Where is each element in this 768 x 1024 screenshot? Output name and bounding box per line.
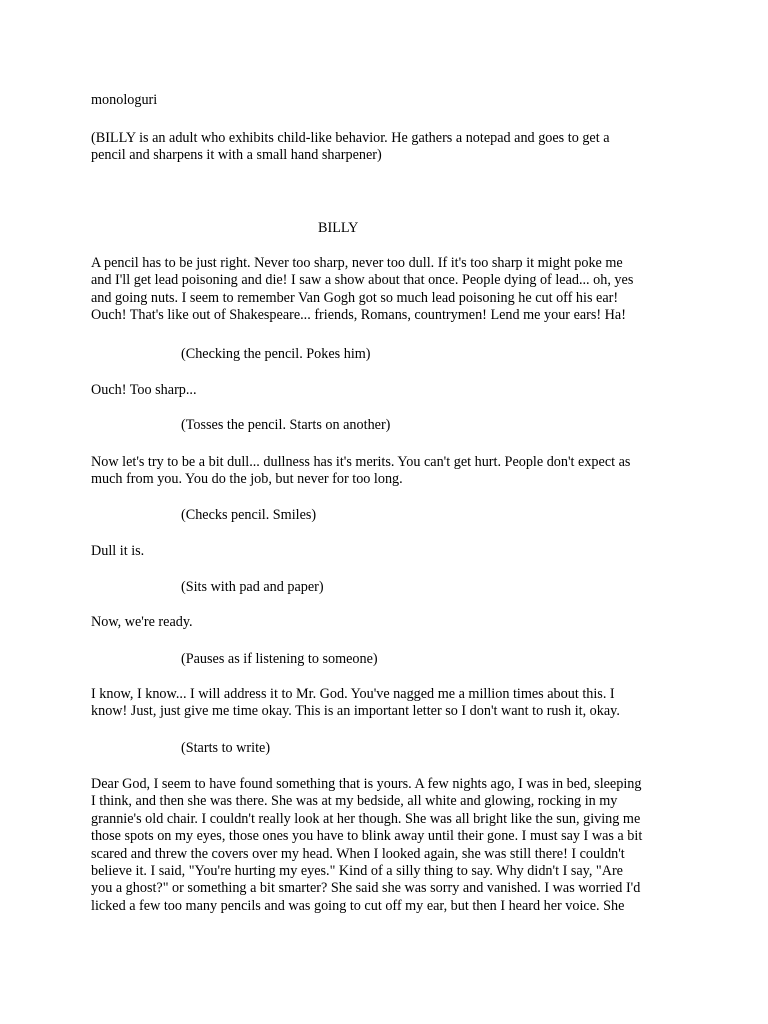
speech-line: scared and threw the covers over my head. When I looked again, she was still there! I couldn't [91, 845, 625, 862]
speech-line: grannie's old chair. I couldn't really look at her though. She was all bright like the sun, giving me [91, 810, 641, 827]
stage-direction: (Starts to write) [181, 740, 271, 756]
speech-line: Dear God, I seem to have found something that is yours. A few nights ago, I was in bed, sleeping [91, 776, 642, 792]
speech-line: A pencil has to be just right. Never too sharp, never too dull. If it's too sharp it might poke me [91, 255, 623, 271]
speech-line: I know, I know... I will address it to Mr. God. You've nagged me a million times about this. I [91, 686, 615, 702]
speech-line: and I'll get lead poisoning and die! I saw a show about that once. People dying of lead... oh, yes [91, 272, 634, 289]
stage-direction: (Tosses the pencil. Starts on another) [181, 417, 391, 433]
speech-paragraph [91, 454, 691, 489]
speech-line: those spots on my eyes, those ones you have to blink away until their gone. I must say I was a bit [91, 828, 643, 845]
speech-line: I think, and then she was there. She was at my bedside, all white and glowing, rocking in my [91, 793, 618, 810]
document-header: monologuri [91, 92, 158, 108]
speech-paragraph [91, 255, 691, 325]
speech-line: believe it. I said, "You're hurting my eyes." Kind of a silly thing to say. Why didn't I say, "Are [91, 863, 623, 880]
speech-line: Now, we're ready. [91, 614, 193, 630]
speech-line: Ouch! Too sharp... [91, 382, 197, 398]
speech-line: Ouch! That's like out of Shakespeare... friends, Romans, countrymen! Lend me your ears! Ha! [91, 307, 626, 324]
speech-paragraph [91, 776, 691, 915]
speech-line: licked a few too many pencils and was going to cut off my ear, but then I heard her voice. She [91, 897, 625, 914]
speech-line: much from you. You do the job, but never for too long. [91, 471, 403, 488]
stage-direction: (Checks pencil. Smiles) [181, 507, 317, 523]
speech-paragraph [91, 686, 691, 721]
intro-stage-direction [91, 130, 691, 165]
speech-line: you a ghost?" or something a bit smarter? She said she was sorry and vanished. I was worried I'd [91, 880, 641, 897]
speech-line: Dull it is. [91, 543, 145, 559]
character-name: BILLY [318, 220, 359, 236]
intro-line: pencil and sharpens it with a small hand sharpener) [91, 147, 382, 164]
stage-direction: (Sits with pad and paper) [181, 579, 324, 595]
speech-line: and going nuts. I seem to remember Van Gogh got so much lead poisoning he cut off his ear! [91, 289, 619, 306]
stage-direction: (Pauses as if listening to someone) [181, 651, 378, 667]
speech-line: know! Just, just give me time okay. This is an important letter so I don't want to rush it, okay. [91, 703, 620, 720]
stage-direction: (Checking the pencil. Pokes him) [181, 346, 371, 362]
intro-line: (BILLY is an adult who exhibits child-like behavior. He gathers a notepad and goes to get a [91, 130, 610, 146]
speech-line: Now let's try to be a bit dull... dullness has it's merits. You can't get hurt. People don't expect as [91, 454, 631, 470]
